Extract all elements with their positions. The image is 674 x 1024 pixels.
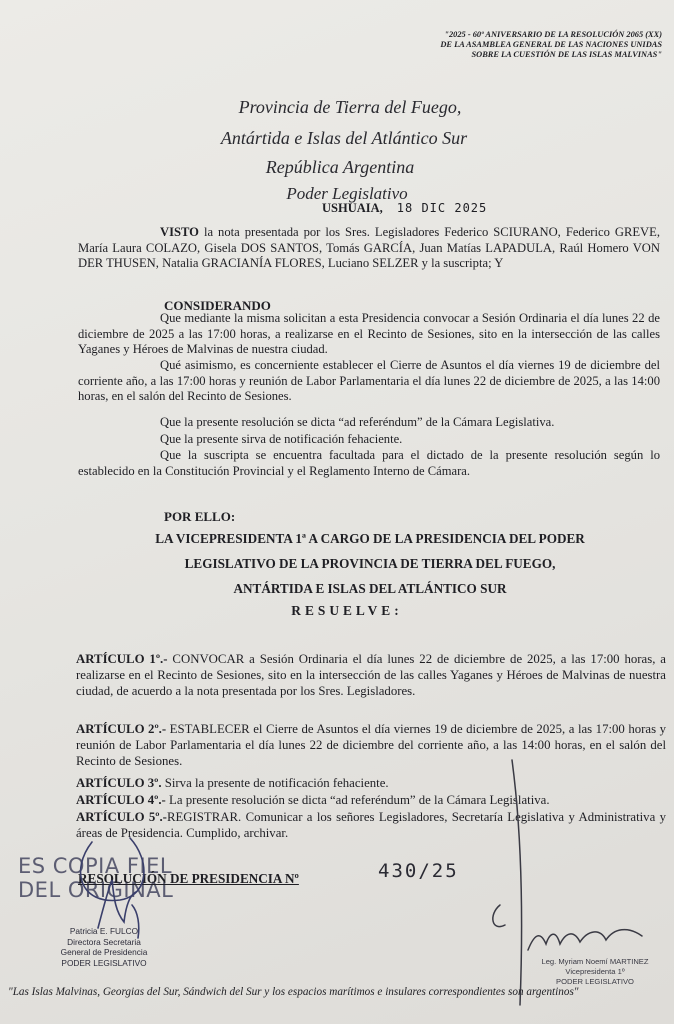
copy-stamp-line-2: DEL ORIGINAL <box>18 878 174 902</box>
considerando-paragraph-2: Qué asimismo, es concerniente establecer el Cierre de Asuntos el día viernes 19 de diciembre del corriente año, a las 17:00 horas y reunión de Labor Parlamentaria el día lunes 22 de diciembre de 2025, a las 14:00 horas, en el salón del Recinto de Sesiones. <box>78 358 660 404</box>
article-2-label: ARTÍCULO 2º.- <box>76 722 167 736</box>
letterhead-republica: República Argentina <box>265 157 415 177</box>
authority-line-3: ANTÁRTIDA E ISLAS DEL ATLÁNTICO SUR <box>233 581 507 596</box>
authority-line-1: LA VICEPRESIDENTA 1ª A CARGO DE LA PRESIDENCIA DEL PODER <box>155 531 585 546</box>
signer-right-title-1: Vicepresidenta 1º <box>565 967 625 976</box>
signer-left-title-3: PODER LEGISLATIVO <box>61 957 147 968</box>
motto-line-3: SOBRE LA CUESTIÓN DE LAS ISLAS MALVINAS" <box>471 50 662 59</box>
article-1-text: CONVOCAR a Sesión Ordinaria el día lunes 22 de diciembre de 2025, a las 17:00 horas, a realizarse en el Recinto de Sesiones, sito en la intersección de las calles Yaganes y Héroes de Malvinas de nuestra ciudad, de acuerdo a la nota presentada por los Sres. Legisladores. <box>76 652 666 698</box>
copy-stamp-line-1: ES COPIA FIEL <box>18 854 173 878</box>
signer-right-title-2: PODER LEGISLATIVO <box>556 977 634 986</box>
article-3-label: ARTÍCULO 3º. <box>76 776 162 790</box>
resuelve-heading: RESUELVE: <box>291 603 403 618</box>
motto-line-2: DE LA ASAMBLEA GENERAL DE LAS NACIONES UNIDAS <box>440 40 662 49</box>
signer-right-name: Leg. Myriam Noemí MARTINEZ <box>541 957 649 966</box>
date-stamp: 18 DIC 2025 <box>396 201 488 215</box>
footer-motto: "Las Islas Malvinas, Georgias del Sur, Sándwich del Sur y los espacios marítimos e insulares correspondientes son argentinos" <box>8 986 579 998</box>
article-5-text: REGISTRAR. Comunicar a los señores Legisladores, Secretaría Legislativa y Administrativa y áreas de Presidencia. Cumplido, archivar. <box>76 810 666 840</box>
article-3-text: Sirva la presente de notificación fehaciente. <box>161 776 389 790</box>
signer-right-block <box>520 957 670 987</box>
article-4-label: ARTÍCULO 4º.- <box>76 793 166 807</box>
signer-left-name: Patricia E. FULCO <box>69 926 139 936</box>
letterhead-poder: Poder Legislativo <box>286 184 408 203</box>
considerando-paragraph-1: Que mediante la misma solicitan a esta Presidencia convocar a Sesión Ordinaria el día lunes 22 de diciembre de 2025 a las 17:00 horas, a realizarse en el Recinto de Sesiones, sito en la intersección de las calles Yaganes y Héroes de Malvinas de nuestra ciudad. <box>78 311 660 357</box>
article-4-text: La presente resolución se dicta “ad referéndum” de la Cámara Legislativa. <box>165 793 550 807</box>
considerando-paragraph-4: Que la presente sirva de notificación fehaciente. <box>160 432 403 446</box>
dateline-city: USHUAIA, <box>322 201 383 215</box>
signer-left-title-2: General de Presidencia <box>60 947 148 957</box>
motto-line-1: "2025 - 60º ANIVERSARIO DE LA RESOLUCIÓN 2065 (XX) <box>444 30 662 39</box>
visto-text: la nota presentada por los Sres. Legisladores Federico SCIURANO, Federico GREVE, María Laura COLAZO, Gisela DOS SANTOS, Tomás GARCÍA, Juan Matías LAPADULA, Raúl Homero VON DER THUSEN, Natalia GRACIANÍA FLORES, Luciano SELZER y la suscripta; Y <box>78 225 660 271</box>
letterhead-antartida: Antártida e Islas del Atlántico Sur <box>220 128 468 148</box>
article-1-label: ARTÍCULO 1º.- <box>76 652 168 666</box>
considerando-paragraph-3: Que la presente resolución se dicta “ad referéndum” de la Cámara Legislativa. <box>160 415 555 429</box>
visto-label: VISTO <box>160 225 199 239</box>
considerando-paragraph-5: Que la suscripta se encuentra facultada para el dictado de la presente resolución según lo establecido en la Constitución Provincial y el Reglamento Interno de Cámara. <box>78 448 660 478</box>
resolution-number: 430/25 <box>378 860 459 882</box>
article-2-text: ESTABLECER el Cierre de Asuntos el día viernes 19 de diciembre de 2025, a las 17:00 horas y reunión de Labor Parlamentaria el día lunes 22 de diciembre del corriente año, a las 14:00 horas, en el salón del Recinto de Sesiones. <box>76 722 666 768</box>
considerando-heading: CONSIDERANDO <box>164 298 271 313</box>
letterhead-province: Provincia de Tierra del Fuego, <box>238 97 462 117</box>
signer-left-block <box>34 926 174 968</box>
por-ello-heading: POR ELLO: <box>164 509 236 524</box>
signer-left-title-1: Directora Secretaria <box>67 936 141 947</box>
resolution-label: RESOLUCIÓN DE PRESIDENCIA Nº <box>78 871 299 886</box>
article-5-label: ARTÍCULO 5º.- <box>76 810 167 824</box>
left-signature-scribble <box>81 838 144 938</box>
authority-line-2: LEGISLATIVO DE LA PROVINCIA DE TIERRA DEL FUEGO, <box>184 556 556 571</box>
